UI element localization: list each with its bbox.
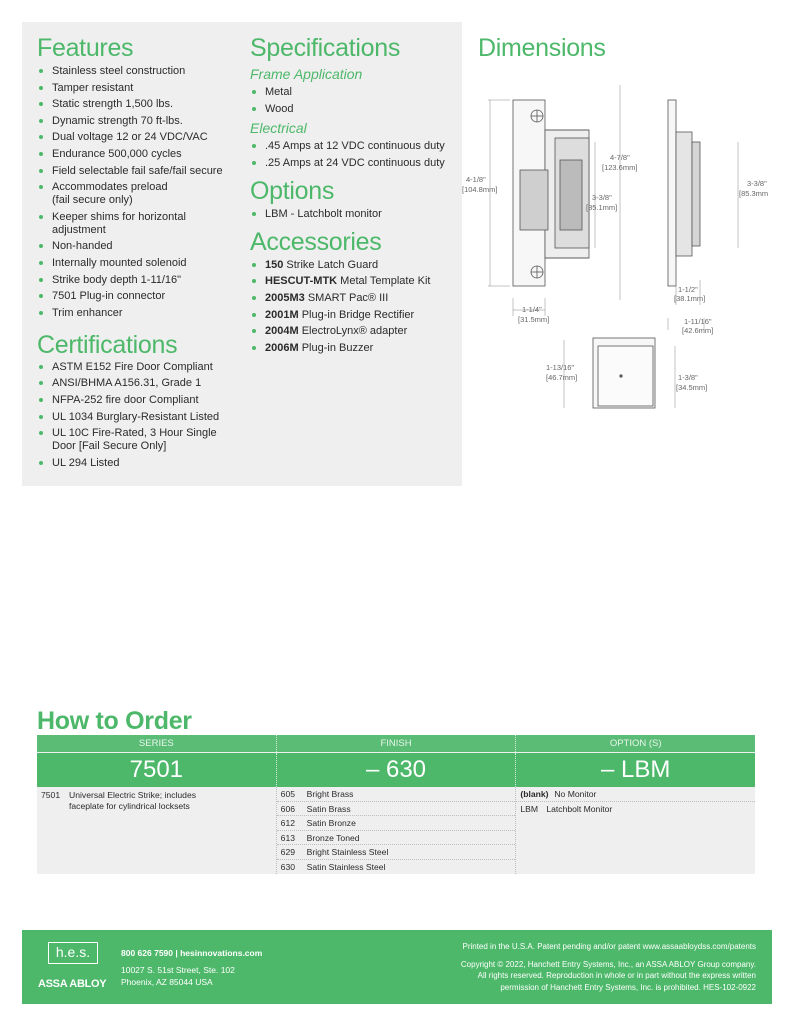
finish-code: 606 — [280, 803, 296, 814]
order-example-series: 7501 — [37, 753, 277, 787]
specifications-column — [250, 33, 455, 358]
accessory-text: Plug-in Bridge Rectifier — [298, 308, 415, 321]
electrical-list — [250, 140, 455, 170]
dim-side-total: 1-11/16" — [684, 317, 712, 326]
accessory-text: SMART Pac® III — [304, 291, 389, 304]
option-code: LBM — [520, 804, 539, 814]
footer-printed: Printed in the U.S.A. Patent pending and/or patent www.assaabloydss.com/patents — [462, 942, 756, 951]
order-header-row — [37, 735, 755, 752]
frame-application-item: Metal — [250, 86, 455, 99]
accessories-title: Accessories — [250, 227, 382, 256]
certifications-list — [37, 361, 242, 470]
accessory-code: 2005M3 — [265, 291, 305, 304]
finish-code: 630 — [280, 861, 296, 872]
finish-code: 629 — [280, 847, 296, 858]
feature-item: Keeper shims for horizontal adjustment — [37, 211, 242, 237]
options-title: Options — [250, 176, 335, 205]
electrical-title: Electrical — [250, 120, 307, 137]
option-row — [516, 787, 755, 802]
finish-code: 612 — [280, 818, 296, 829]
dim-side-height-mm: [85.3mm — [739, 189, 769, 198]
order-series-col — [37, 787, 277, 874]
dim-body-height: 3-3/8" — [592, 193, 612, 202]
certification-item: ANSI/BHMA A156.31, Grade 1 — [37, 377, 242, 390]
accessory-item — [250, 309, 455, 322]
feature-item: 7501 Plug-in connector — [37, 290, 242, 303]
hes-logo: h.e.s. — [48, 942, 98, 964]
strike-bottom-view — [593, 338, 655, 408]
footer-copyright-line2: All rights reserved. Reproduction in whole or in part without the express written — [477, 971, 756, 981]
finish-code: 613 — [280, 832, 296, 843]
feature-item: Strike body depth 1-11/16" — [37, 274, 242, 287]
order-example-finish: – 630 — [277, 753, 517, 787]
accessory-text: Metal Template Kit — [337, 275, 431, 288]
footer — [22, 930, 772, 1004]
electrical-item: .25 Amps at 24 VDC continuous duty — [250, 157, 455, 170]
dim-side-height: 3-3/8" — [747, 179, 767, 188]
finish-row — [277, 831, 516, 846]
option-item: LBM - Latchbolt monitor — [250, 208, 455, 221]
dim-faceplate-height: 4-1/8" — [466, 175, 486, 184]
option-name: No Monitor — [554, 789, 597, 799]
dim-body-height-mm: [85.1mm] — [586, 203, 618, 212]
dim-bottom-depth: 1-13/16" — [546, 363, 575, 372]
dim-faceplate-width-mm: [31.5mm] — [518, 315, 550, 324]
frame-application-list — [250, 86, 455, 116]
options-list — [250, 208, 455, 221]
option-row — [516, 802, 755, 817]
dim-side-total-mm: [42.6mm] — [682, 326, 714, 335]
accessory-item — [250, 275, 455, 288]
order-body — [37, 787, 755, 874]
finish-row — [277, 845, 516, 860]
accessory-item — [250, 342, 455, 355]
how-to-order-title: How to Order — [37, 707, 192, 735]
feature-item: Static strength 1,500 lbs. — [37, 98, 242, 111]
finish-row — [277, 860, 516, 875]
frame-application-item: Wood — [250, 103, 455, 116]
accessory-item — [250, 325, 455, 338]
certification-item: UL 10C Fire-Rated, 3 Hour Single Door [Fail Secure Only] — [37, 427, 242, 453]
dim-side-depth: 1-1/2" — [678, 285, 698, 294]
assa-abloy-logo: ASSA ABLOY — [38, 978, 107, 990]
order-example-row — [37, 753, 755, 787]
feature-item: Stainless steel construction — [37, 65, 242, 78]
order-option-col — [516, 787, 755, 874]
order-header-options: OPTION (S) — [609, 738, 662, 749]
accessory-code: 2001M — [265, 308, 299, 321]
finish-name: Bright Stainless Steel — [306, 847, 389, 858]
feature-item: Tamper resistant — [37, 82, 242, 95]
finish-name: Satin Stainless Steel — [306, 861, 386, 872]
accessory-code: HESCUT-MTK — [265, 275, 338, 288]
dimensions-title: Dimensions — [478, 34, 606, 62]
certification-item: UL 1034 Burglary-Resistant Listed — [37, 411, 242, 424]
option-code: (blank) — [520, 789, 549, 799]
series-row — [37, 787, 276, 815]
finish-row — [277, 802, 516, 817]
finish-row — [277, 816, 516, 831]
footer-copyright-line1: Copyright © 2022, Hanchett Entry Systems, Inc., an ASSA ABLOY Group company. — [460, 960, 756, 969]
certification-item: UL 294 Listed — [37, 457, 242, 470]
feature-item: Field selectable fail safe/fail secure — [37, 165, 242, 178]
accessory-text: ElectroLynx® adapter — [298, 325, 408, 338]
feature-item: Dynamic strength 70 ft-lbs. — [37, 115, 242, 128]
order-header-finish: FINISH — [277, 735, 517, 752]
series-description: Universal Electric Strike; includes faceplate for cylindrical locksets — [69, 790, 197, 811]
order-table — [37, 735, 755, 874]
certifications-title: Certifications — [37, 330, 178, 359]
features-list — [37, 65, 242, 320]
order-header-series: SERIES — [37, 735, 277, 752]
accessory-code: 2004M — [265, 325, 299, 338]
feature-item: Endurance 500,000 cycles — [37, 148, 242, 161]
accessories-list — [250, 259, 455, 355]
finish-name: Satin Bronze — [306, 818, 356, 829]
order-example-option: – LBM — [600, 756, 671, 783]
feature-item: Accommodates preload (fail secure only) — [37, 181, 242, 207]
finish-row — [277, 787, 516, 802]
feature-item: Internally mounted solenoid — [37, 257, 242, 270]
dim-faceplate-width: 1-1/4" — [522, 305, 542, 314]
feature-item: Trim enhancer — [37, 307, 242, 320]
footer-address-line1: 10027 S. 51st Street, Ste. 102 — [121, 965, 235, 975]
finish-name: Satin Brass — [306, 803, 351, 814]
dim-bottom-height-mm: [34.5mm] — [676, 383, 708, 392]
feature-item: Non-handed — [37, 240, 242, 253]
accessory-text: Plug-in Buzzer — [298, 341, 374, 354]
strike-side-view — [668, 100, 700, 286]
dimensions-drawing — [460, 80, 780, 420]
specifications-title: Specifications — [250, 34, 401, 62]
footer-copyright-line3: permission of Hanchett Entry Systems, Inc. is prohibited. HES-102-0922 — [500, 982, 756, 992]
accessory-code: 2006M — [265, 341, 299, 354]
feature-item: Dual voltage 12 or 24 VDC/VAC — [37, 131, 242, 144]
certification-item: NFPA-252 fire door Compliant — [37, 394, 242, 407]
footer-copyright — [461, 959, 756, 993]
order-finish-col — [277, 787, 517, 874]
dim-side-depth-mm: [38.1mm] — [674, 294, 706, 303]
dim-bottom-height: 1-3/8" — [678, 373, 698, 382]
accessory-item — [250, 292, 455, 305]
dim-overall-height: 4-7/8" — [610, 153, 630, 162]
features-title: Features — [37, 34, 134, 62]
finish-code: 605 — [280, 789, 296, 799]
strike-front-view — [513, 100, 589, 286]
accessory-item — [250, 259, 455, 272]
accessory-code: 150 — [265, 258, 284, 271]
electrical-item: .45 Amps at 12 VDC continuous duty — [250, 140, 455, 153]
features-column — [37, 33, 242, 473]
footer-address — [121, 965, 235, 988]
frame-application-title: Frame Application — [250, 66, 363, 82]
footer-address-line2: Phoenix, AZ 85044 USA — [121, 976, 213, 987]
footer-contact: 800 626 7590 | hesinnovations.com — [121, 948, 263, 958]
accessory-text: Strike Latch Guard — [283, 258, 379, 271]
dim-bottom-depth-mm: [46.7mm] — [546, 373, 578, 382]
dim-faceplate-height-mm: [104.8mm] — [462, 185, 498, 194]
option-name: Latchbolt Monitor — [546, 804, 613, 814]
certification-item: ASTM E152 Fire Door Compliant — [37, 361, 242, 374]
dim-overall-height-mm: [123.6mm] — [602, 163, 638, 172]
finish-name: Bronze Toned — [306, 832, 360, 843]
finish-name: Bright Brass — [306, 789, 354, 799]
series-code: 7501 — [41, 790, 61, 800]
